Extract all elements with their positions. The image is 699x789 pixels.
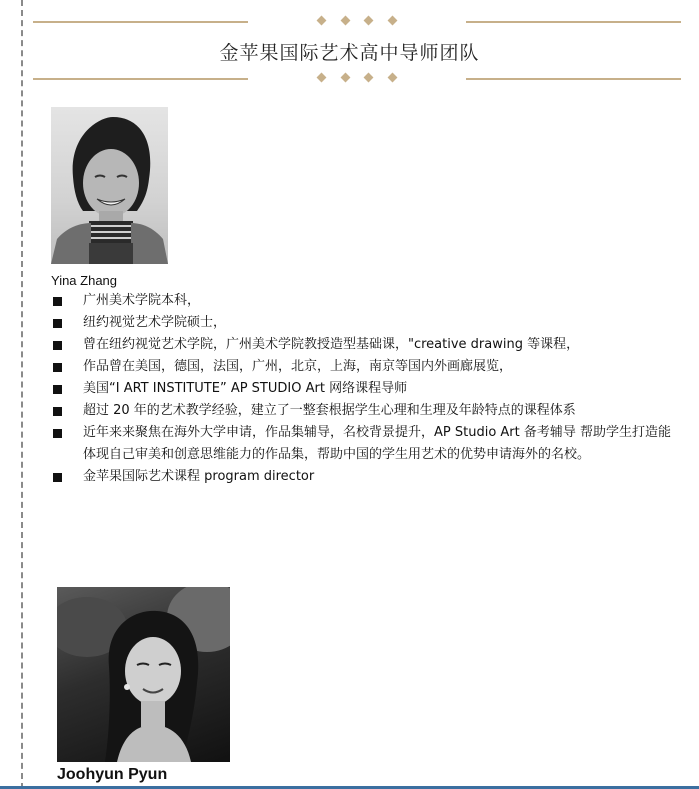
header-bottom-line-right (466, 78, 681, 80)
header-bottom-diamonds (318, 74, 396, 81)
bio-item-text: 作品曾在美国，德国，法国，广州，北京，上海，南京等国内外画廊展览， (83, 359, 513, 374)
bio-item-text: 近年来来聚焦在海外大学申请，作品集辅导，名校背景提升，AP Studio Art 备考辅导 帮助学生打造能体现自己审美和创意思维能力的作品集，帮助中国的学生用艺术的优势申请海外的名校。 (83, 425, 672, 462)
mentor-photo-joohyun-pyun (57, 587, 230, 762)
diamond-icon (317, 16, 327, 26)
page-title: 金苹果国际艺术高中导师团队 (219, 42, 480, 64)
mentor-name-joohyun-pyun: Joohyun Pyun (57, 766, 168, 783)
bio-item-text: 纽约视觉艺术学院硕士， (83, 315, 227, 330)
square-bullet-icon (53, 363, 62, 372)
diamond-icon (317, 73, 327, 83)
square-bullet-icon (53, 297, 62, 306)
square-bullet-icon (53, 319, 62, 328)
square-bullet-icon (53, 385, 62, 394)
diamond-icon (388, 73, 398, 83)
dashed-left-border (21, 0, 23, 789)
square-bullet-icon (53, 429, 62, 438)
diamond-icon (388, 16, 398, 26)
header-top-line-right (466, 21, 681, 23)
diamond-icon (340, 16, 350, 26)
bio-item-text: 曾在纽约视觉艺术学院，广州美术学院教授造型基础课，"creative drawing 等课程， (83, 337, 580, 352)
bio-item-text: 超过 20 年的艺术教学经验，建立了一整套根据学生心理和生理及年龄特点的课程体系 (83, 403, 576, 418)
bio-item (53, 378, 683, 400)
square-bullet-icon (53, 473, 62, 482)
bio-item (53, 290, 683, 312)
bio-item (53, 400, 683, 422)
mentor-bio-list (53, 290, 683, 488)
bio-item-text: 美国“I ART INSTITUTE” AP STUDIO Art 网络课程导师 (83, 381, 408, 396)
header-top-line-left (33, 21, 248, 23)
bio-item (53, 356, 683, 378)
square-bullet-icon (53, 341, 62, 350)
diamond-icon (340, 73, 350, 83)
bio-item (53, 334, 683, 356)
header-top-diamonds (318, 17, 396, 24)
diamond-icon (364, 73, 374, 83)
diamond-icon (364, 16, 374, 26)
header-bottom-line-left (33, 78, 248, 80)
bio-item-text: 广州美术学院本科， (83, 293, 201, 308)
bio-item-text: 金苹果国际艺术课程 program director (83, 469, 315, 484)
square-bullet-icon (53, 407, 62, 416)
mentor-name-yina-zhang: Yina Zhang (51, 273, 118, 288)
bio-item (53, 466, 683, 488)
bio-item (53, 312, 683, 334)
bio-item (53, 422, 683, 466)
mentor-photo-yina-zhang (51, 107, 168, 264)
